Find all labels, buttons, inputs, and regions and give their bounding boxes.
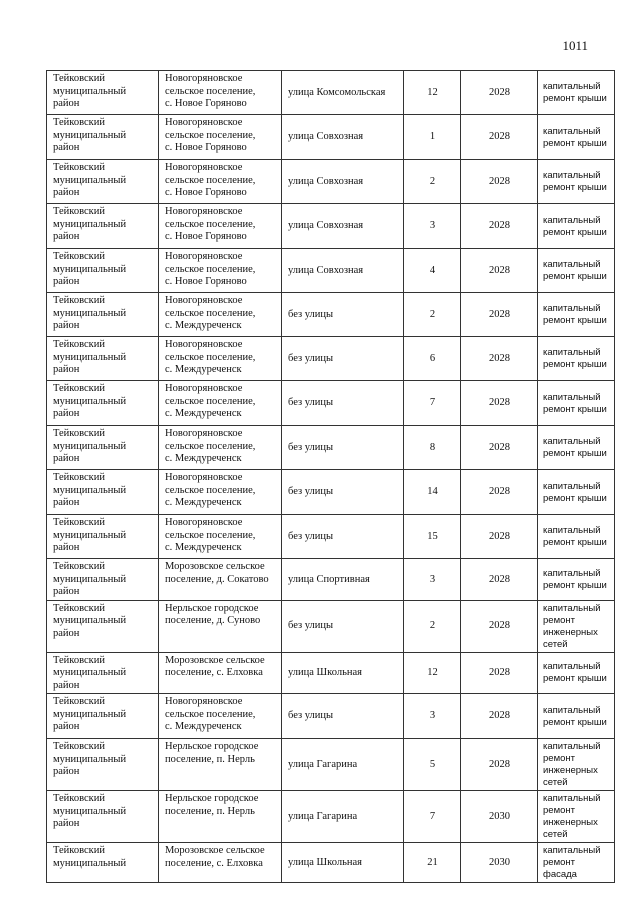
work-type-text: капитальный ремонт инженерных сетей [543, 793, 601, 840]
house-number-text: 3 [429, 220, 436, 232]
settlement-text: Нерльское городское поселение, п. Нерль [165, 741, 259, 765]
street-text: улица Гагарина [288, 758, 358, 770]
street-cell [282, 115, 404, 160]
work-type-text: капитальный ремонт крыши [543, 81, 607, 104]
planned-year-cell [461, 791, 538, 843]
street-text: улица Совхозная [288, 220, 364, 232]
planned-year-cell [461, 600, 538, 652]
street-text: без улицы [288, 620, 334, 632]
house-number-text: 5 [429, 758, 436, 770]
district-cell [47, 515, 159, 559]
settlement-text: Нерльское городское поселение, д. Суново [165, 602, 261, 626]
planned-year-text: 2028 [489, 486, 510, 498]
work-type-cell [538, 337, 615, 381]
settlement-cell [159, 739, 282, 791]
work-type-text: капитальный ремонт инженерных сетей [543, 741, 601, 788]
settlement-text: Новогоряновское сельское поселение, с. Новое Горяново [165, 251, 256, 287]
work-type-cell [538, 71, 615, 115]
planned-year-text: 2028 [489, 264, 510, 276]
planned-year-text: 2028 [489, 308, 510, 320]
settlement-text: Нерльское городское поселение, п. Нерль [165, 793, 259, 817]
house-number-text: 7 [429, 397, 436, 409]
street-cell [282, 791, 404, 843]
planned-year-cell [461, 739, 538, 791]
street-text: без улицы [288, 441, 334, 453]
work-type-text: капитальный ремонт инженерных сетей [543, 602, 601, 650]
planned-year-cell [461, 559, 538, 601]
planned-year-text: 2028 [489, 710, 510, 722]
street-cell [282, 739, 404, 791]
work-type-text: капитальный ремонт крыши [543, 436, 607, 459]
work-type-cell [538, 160, 615, 204]
district-cell [47, 160, 159, 204]
planned-year-cell [461, 426, 538, 470]
district-text: Тейковский муниципальный район [53, 428, 127, 464]
house-number-text: 4 [429, 264, 436, 276]
street-text: улица Спортивная [288, 573, 370, 585]
planned-year-cell [461, 843, 538, 883]
planned-year-cell [461, 515, 538, 559]
settlement-text: Морозовское сельское поселение, с. Елховка [165, 654, 265, 678]
work-type-cell [538, 470, 615, 515]
table-body [47, 71, 615, 883]
district-cell [47, 426, 159, 470]
settlement-text: Морозовское сельское поселение, с. Елховка [165, 845, 265, 869]
work-type-text: капитальный ремонт крыши [543, 391, 607, 415]
planned-year-cell [461, 249, 538, 293]
settlement-text: Новогоряновское сельское поселение, с. Новое Горяново [165, 117, 256, 153]
house-number-cell [404, 293, 461, 337]
district-text: Тейковский муниципальный район [53, 117, 127, 153]
street-text: улица Совхозная [288, 175, 364, 187]
house-number-text: 21 [427, 856, 438, 868]
table-row [47, 204, 615, 249]
house-number-cell [404, 249, 461, 293]
work-type-cell [538, 515, 615, 559]
street-cell [282, 381, 404, 426]
planned-year-cell [461, 115, 538, 160]
settlement-text: Новогоряновское сельское поселение, с. Междуреченск [165, 339, 256, 375]
house-number-cell [404, 470, 461, 515]
house-number-text: 2 [429, 620, 436, 632]
table-row [47, 160, 615, 204]
table-row [47, 426, 615, 470]
settlement-cell [159, 293, 282, 337]
planned-year-cell [461, 160, 538, 204]
settlement-cell [159, 515, 282, 559]
house-number-text: 14 [427, 486, 438, 498]
street-cell [282, 293, 404, 337]
work-type-cell [538, 652, 615, 694]
table-row [47, 559, 615, 601]
planned-year-text: 2028 [489, 397, 510, 409]
house-number-text: 12 [427, 667, 438, 678]
house-number-cell [404, 71, 461, 115]
planned-year-cell [461, 381, 538, 426]
street-cell [282, 426, 404, 470]
settlement-cell [159, 204, 282, 249]
street-cell [282, 515, 404, 559]
table-row [47, 381, 615, 426]
settlement-text: Новогоряновское сельское поселение, с. Междуреченск [165, 383, 256, 419]
house-number-cell [404, 337, 461, 381]
district-text: Тейковский муниципальный район [53, 472, 127, 508]
district-cell [47, 739, 159, 791]
work-type-cell [538, 600, 615, 652]
work-type-text: капитальный ремонт крыши [543, 303, 607, 326]
planned-year-cell [461, 694, 538, 739]
work-type-text: капитальный ремонт крыши [543, 214, 607, 238]
house-number-cell [404, 652, 461, 694]
planned-year-text: 2028 [489, 620, 510, 632]
district-cell [47, 652, 159, 694]
street-text: без улицы [288, 530, 334, 542]
district-text: Тейковский муниципальный район [53, 206, 127, 242]
work-type-cell [538, 739, 615, 791]
street-cell [282, 71, 404, 115]
planned-year-text: 2028 [489, 220, 510, 232]
district-cell [47, 71, 159, 115]
settlement-cell [159, 791, 282, 843]
settlement-cell [159, 559, 282, 601]
street-cell [282, 559, 404, 601]
settlement-text: Новогоряновское сельское поселение, с. Новое Горяново [165, 162, 256, 198]
district-cell [47, 115, 159, 160]
street-text: улица Совхозная [288, 131, 364, 143]
street-cell [282, 600, 404, 652]
street-cell [282, 249, 404, 293]
settlement-cell [159, 652, 282, 694]
house-number-cell [404, 381, 461, 426]
planned-year-text: 2028 [489, 667, 510, 678]
work-type-cell [538, 791, 615, 843]
district-cell [47, 381, 159, 426]
house-number-text: 1 [429, 131, 436, 143]
table-row [47, 337, 615, 381]
street-text: улица Школьная [288, 667, 362, 678]
settlement-text: Новогоряновское сельское поселение, с. Междуреченск [165, 517, 256, 553]
house-number-cell [404, 694, 461, 739]
planned-year-cell [461, 71, 538, 115]
district-text: Тейковский муниципальный район [53, 383, 127, 419]
street-cell [282, 204, 404, 249]
work-type-text: капитальный ремонт крыши [543, 661, 607, 685]
district-text: Тейковский муниципальный район [53, 654, 127, 691]
work-type-cell [538, 293, 615, 337]
house-number-text: 2 [429, 308, 436, 320]
table-row [47, 515, 615, 559]
house-number-text: 15 [427, 530, 438, 542]
house-number-text: 2 [429, 175, 436, 187]
street-text: улица Комсомольская [288, 86, 386, 98]
district-text: Тейковский муниципальный район [53, 741, 127, 777]
work-type-text: капитальный ремонт фасада [543, 845, 601, 880]
settlement-cell [159, 381, 282, 426]
work-type-text: капитальный ремонт крыши [543, 259, 607, 282]
house-number-text: 6 [429, 352, 436, 364]
planned-year-text: 2030 [489, 856, 510, 868]
street-text: улица Совхозная [288, 264, 364, 276]
work-type-text: капитальный ремонт крыши [543, 525, 607, 548]
work-type-cell [538, 843, 615, 883]
settlement-cell [159, 694, 282, 739]
street-text: без улицы [288, 486, 334, 498]
district-text: Тейковский муниципальный район [53, 339, 127, 375]
house-number-cell [404, 515, 461, 559]
planned-year-text: 2030 [489, 810, 510, 822]
work-type-cell [538, 115, 615, 160]
work-type-cell [538, 426, 615, 470]
planned-year-cell [461, 204, 538, 249]
district-cell [47, 843, 159, 883]
work-type-text: капитальный ремонт крыши [543, 704, 607, 728]
settlement-cell [159, 160, 282, 204]
district-text: Тейковский муниципальный район [53, 162, 127, 198]
work-type-text: капитальный ремонт крыши [543, 347, 607, 370]
street-cell [282, 694, 404, 739]
table-row [47, 600, 615, 652]
street-cell [282, 337, 404, 381]
district-text: Тейковский муниципальный район [53, 602, 127, 639]
planned-year-text: 2028 [489, 758, 510, 770]
planned-year-text: 2028 [489, 131, 510, 143]
planned-year-text: 2028 [489, 441, 510, 453]
house-number-cell [404, 426, 461, 470]
house-number-cell [404, 739, 461, 791]
settlement-cell [159, 71, 282, 115]
street-cell [282, 843, 404, 883]
work-type-cell [538, 204, 615, 249]
house-number-cell [404, 204, 461, 249]
table-row [47, 739, 615, 791]
house-number-cell [404, 843, 461, 883]
house-number-text: 3 [429, 710, 436, 722]
street-cell [282, 652, 404, 694]
settlement-text: Новогоряновское сельское поселение, с. Новое Горяново [165, 73, 256, 109]
settlement-cell [159, 115, 282, 160]
district-cell [47, 337, 159, 381]
house-number-cell [404, 115, 461, 160]
house-number-cell [404, 559, 461, 601]
planned-year-cell [461, 652, 538, 694]
settlement-cell [159, 600, 282, 652]
street-cell [282, 470, 404, 515]
settlement-text: Новогоряновское сельское поселение, с. Новое Горяново [165, 206, 256, 242]
work-type-cell [538, 694, 615, 739]
district-text: Тейковский муниципальный район [53, 251, 127, 287]
district-cell [47, 249, 159, 293]
planned-year-cell [461, 337, 538, 381]
district-text: Тейковский муниципальный район [53, 793, 127, 829]
planned-year-text: 2028 [489, 530, 510, 542]
street-text: без улицы [288, 308, 334, 320]
table-row [47, 791, 615, 843]
district-cell [47, 600, 159, 652]
district-cell [47, 559, 159, 601]
house-number-text: 12 [427, 86, 438, 98]
house-number-text: 7 [429, 810, 436, 822]
work-type-text: капитальный ремонт крыши [543, 567, 607, 591]
planned-year-text: 2028 [489, 175, 510, 187]
street-text: улица Гагарина [288, 810, 358, 822]
settlement-text: Новогоряновское сельское поселение, с. Междуреченск [165, 428, 256, 464]
street-cell [282, 160, 404, 204]
settlement-text: Новогоряновское сельское поселение, с. Междуреченск [165, 295, 256, 331]
district-text: Тейковский муниципальный район [53, 696, 127, 732]
settlement-cell [159, 249, 282, 293]
street-text: без улицы [288, 397, 334, 409]
district-text: Тейковский муниципальный район [53, 517, 127, 553]
work-type-cell [538, 559, 615, 601]
district-cell [47, 470, 159, 515]
planned-year-cell [461, 470, 538, 515]
work-type-cell [538, 381, 615, 426]
settlement-cell [159, 337, 282, 381]
table-row [47, 71, 615, 115]
district-text: Тейковский муниципальный [53, 845, 127, 869]
planned-year-text: 2028 [489, 352, 510, 364]
street-text: улица Школьная [288, 856, 362, 868]
table-row [47, 115, 615, 160]
table-row [47, 694, 615, 739]
district-cell [47, 791, 159, 843]
settlement-cell [159, 470, 282, 515]
district-cell [47, 694, 159, 739]
table-row [47, 843, 615, 883]
settlement-text: Новогоряновское сельское поселение, с. Междуреченск [165, 696, 256, 732]
settlement-text: Новогоряновское сельское поселение, с. Междуреченск [165, 472, 256, 508]
work-type-cell [538, 249, 615, 293]
work-type-text: капитальный ремонт крыши [543, 480, 607, 504]
house-number-text: 3 [429, 573, 436, 585]
table-row [47, 652, 615, 694]
repair-schedule-table [46, 70, 615, 883]
district-cell [47, 204, 159, 249]
settlement-text: Морозовское сельское поселение, д. Сокатово [165, 561, 269, 585]
table-row [47, 293, 615, 337]
table-row [47, 470, 615, 515]
page-number: 1011 [562, 38, 588, 53]
street-text: без улицы [288, 352, 334, 364]
planned-year-text: 2028 [489, 573, 510, 585]
house-number-text: 8 [429, 441, 436, 453]
house-number-cell [404, 791, 461, 843]
table-row [47, 249, 615, 293]
district-text: Тейковский муниципальный район [53, 561, 127, 597]
settlement-cell [159, 426, 282, 470]
house-number-cell [404, 160, 461, 204]
house-number-cell [404, 600, 461, 652]
district-text: Тейковский муниципальный район [53, 295, 127, 331]
planned-year-text: 2028 [489, 86, 510, 98]
work-type-text: капитальный ремонт крыши [543, 125, 607, 149]
planned-year-cell [461, 293, 538, 337]
work-type-text: капитальный ремонт крыши [543, 170, 607, 193]
street-text: без улицы [288, 710, 334, 722]
district-text: Тейковский муниципальный район [53, 73, 127, 109]
settlement-cell [159, 843, 282, 883]
district-cell [47, 293, 159, 337]
